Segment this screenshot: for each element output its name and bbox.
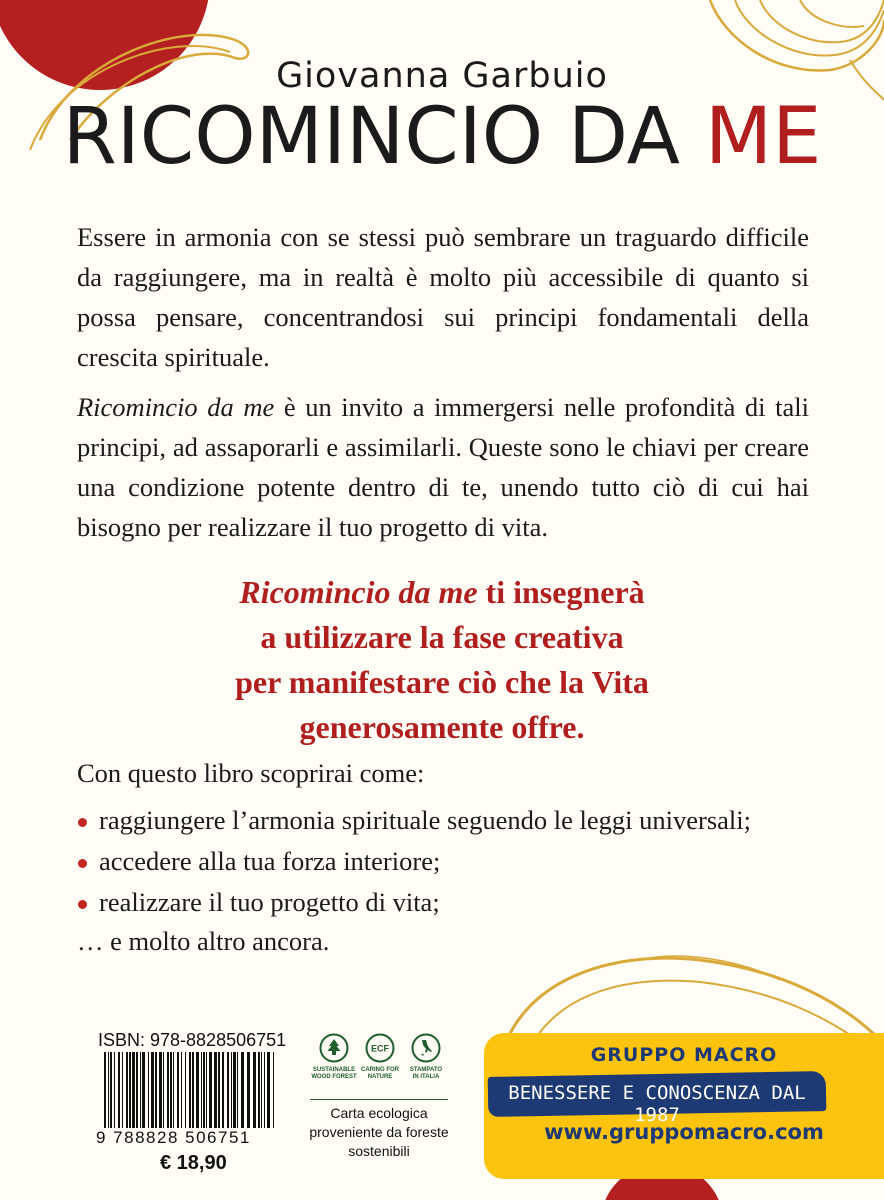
highlight-line-4: generosamente offre. (299, 709, 585, 745)
highlight-quote (60, 570, 824, 750)
cert-ecf (354, 1033, 406, 1081)
barcode-digits: 9 788828 506751 (96, 1128, 251, 1147)
paragraph-2-rest: è un invito a immergersi nelle profondità di tali principi, ad assaporarli e assimilarli. Queste sono le chiavi per creare una condizione potente dentro di te, unendo tutto ciò di cui hai bisogno per realizzare il tuo progetto di vita. (77, 392, 809, 542)
cert-label: STAMPATO IN ITALIA (409, 1067, 443, 1080)
publisher-name: GRUPPO MACRO (590, 1044, 778, 1066)
list-item: accedere alla tua forza interiore; (77, 841, 837, 882)
ecf-icon (365, 1033, 395, 1063)
svg-text:ECF: ECF (371, 1043, 389, 1054)
book-author: Giovanna Garbuio (276, 56, 608, 96)
publisher-slogan: BENESSERE E CONOSCENZA DAL 1987 (508, 1082, 806, 1126)
divider (310, 1099, 448, 1100)
list-ending: … e molto altro ancora. (77, 926, 330, 956)
book-title (0, 92, 884, 182)
title-accent: ME (704, 92, 822, 182)
highlight-title: Ricomincio da me (239, 574, 478, 610)
highlight-line-1 (60, 570, 824, 615)
list-item: raggiungere l’armonia spirituale seguendo le leggi universali; (77, 800, 837, 841)
list-item: realizzare il tuo progetto di vita; (77, 882, 837, 923)
italy-map-icon (411, 1033, 441, 1063)
tree-icon (319, 1033, 349, 1063)
barcode (104, 1052, 276, 1128)
cert-label: CARING FOR NATURE (361, 1067, 399, 1080)
paragraph-2-title: Ricomincio da me (77, 392, 275, 422)
benefits-list (77, 800, 837, 923)
paragraph-1: Essere in armonia con se stessi può sembrare un traguardo difficile da raggiungere, ma in realtà è molto più accessibile di quanto si possa pensare, concentrandosi sui principi fondamentali della crescita spirituale. (77, 222, 809, 372)
cert-italia (400, 1033, 452, 1081)
cert-sustainable-wood (308, 1033, 360, 1081)
cert-label: SUSTAINABLE WOOD FOREST (311, 1067, 357, 1080)
list-intro: Con questo libro scoprirai come: (77, 758, 425, 788)
highlight-line-3: per manifestare ciò che la Vita (235, 664, 649, 700)
price: € 18,90 (160, 1152, 227, 1174)
gold-swirl-top-right-3 (760, 0, 884, 42)
gold-swirl-top-right-2 (735, 0, 884, 56)
highlight-line-2: a utilizzare la fase creativa (260, 619, 624, 655)
eco-note: Carta ecologica proveniente da foreste sostenibili (309, 1105, 449, 1159)
isbn-label: ISBN: 978-8828506751 (98, 1030, 287, 1050)
gold-swirl-top-right-4 (800, 0, 864, 27)
publisher-url[interactable]: www.gruppomacro.com (544, 1120, 824, 1144)
highlight-line-1-rest: ti insegnerà (477, 574, 645, 610)
title-main: RICOMINCIO DA (62, 92, 681, 182)
paragraph-2 (77, 387, 809, 547)
